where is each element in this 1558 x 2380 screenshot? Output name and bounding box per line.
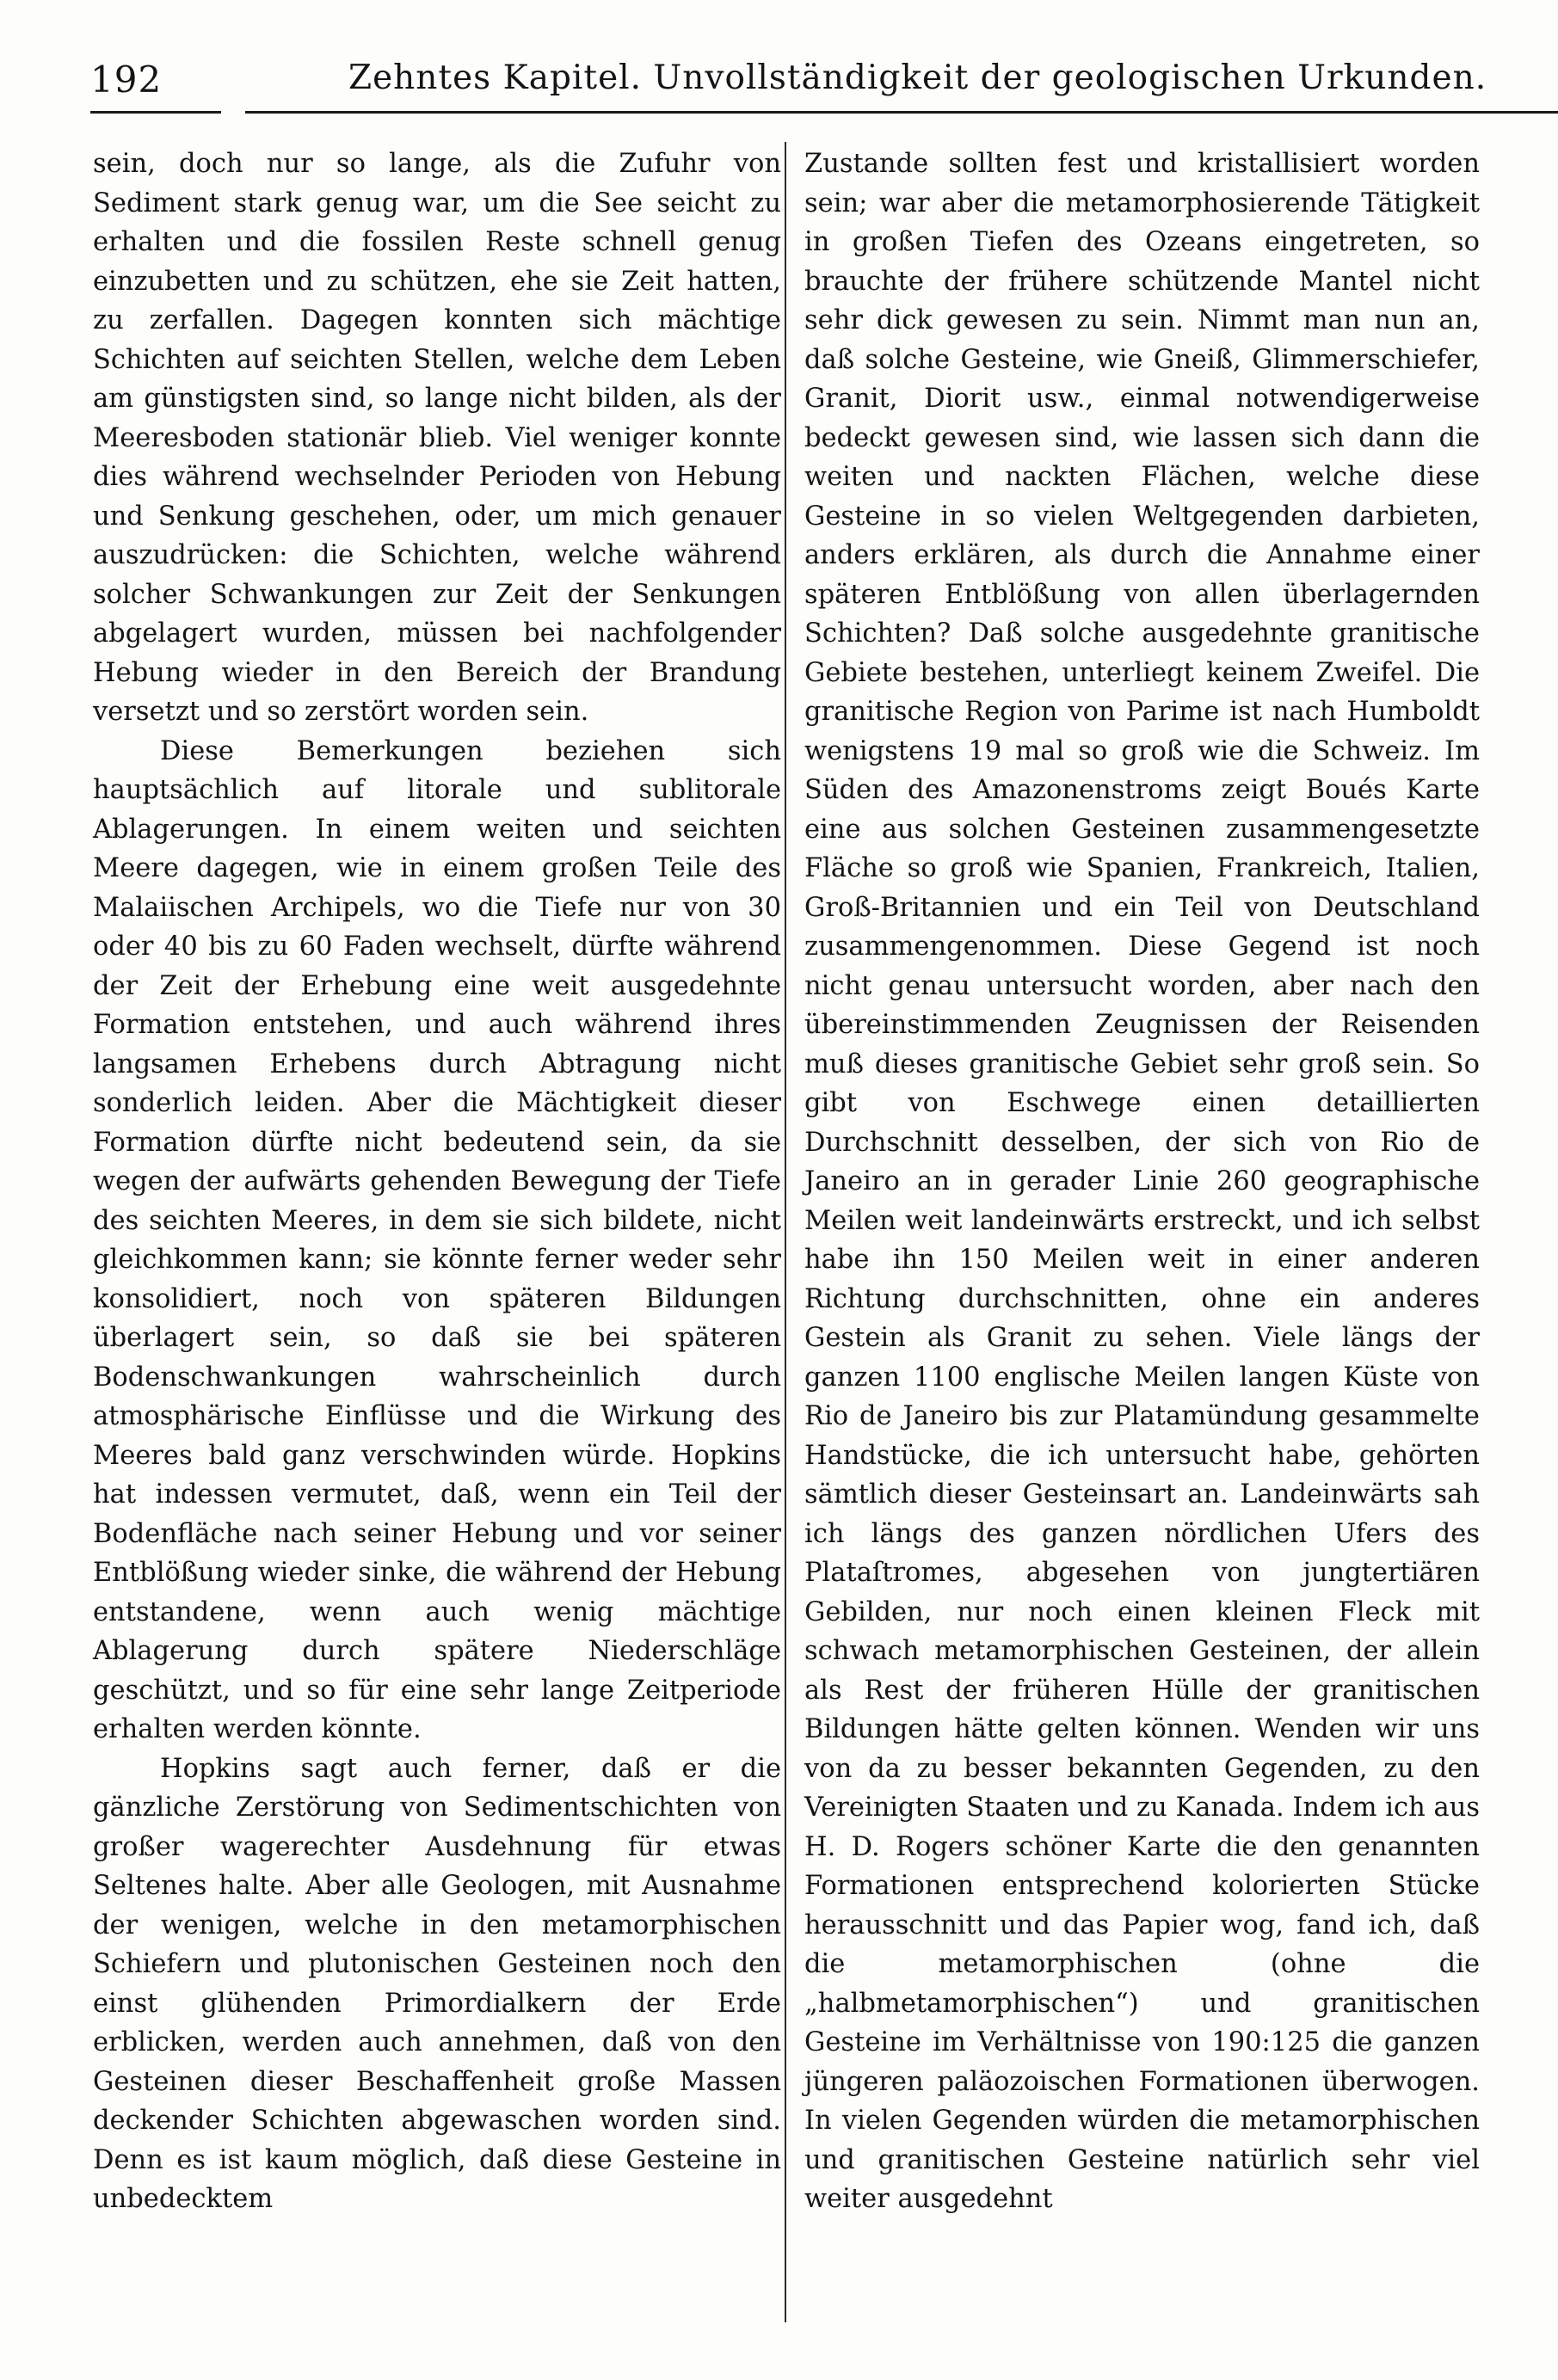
column-divider: [785, 142, 786, 2322]
page-number-rule: [90, 111, 221, 114]
right-column: [804, 145, 1480, 2219]
page-header: [90, 58, 1487, 127]
left-column: [93, 145, 781, 2219]
paragraph: sein, doch nur so lange, als die Zufuhr von Sediment stark genug war, um die See seicht zu erhalten und die fossilen Reste schnell genug einzubetten und zu schützen, ehe sie Zeit hatten, zu zerfallen. Dagegen konnten sich mächtige Schichten auf seichten Stellen, welche dem Leben am günstigsten sind, so lange nicht bilden, als der Meeresboden stationär blieb. Viel weniger konnte dies während wechselnder Perioden von Hebung und Senkung geschehen, oder, um mich genauer auszudrücken: die Schichten, welche während solcher Schwankungen zur Zeit der Senkungen abgelagert wurden, müssen bei nachfolgender Hebung wieder in den Bereich der Brandung versetzt und so zerstört worden sein.: [93, 149, 781, 727]
paragraph: Zustande sollten fest und kristallisiert worden sein; war aber die metamorphosierende Tätigkeit in großen Tiefen des Ozeans eingetreten, so brauchte der frühere schützende Mantel nicht sehr dick gewesen zu sein. Nimmt man nun an, daß solche Gesteine, wie Gneiß, Glimmerschiefer, Granit, Diorit usw., einmal notwendigerweise bedeckt gewesen sind, wie lassen sich dann die weiten und nackten Flächen, welche diese Gesteine in so vielen Weltgegenden darbieten, anders erklären, als durch die Annahme einer späteren Entblößung von allen überlagernden Schichten? Daß solche ausgedehnte granitische Gebiete bestehen, unterliegt keinem Zweifel. Die granitische Region von Parime ist nach Humboldt wenigstens 19 mal so groß wie die Schweiz. Im Süden des Amazonenstroms zeigt Boués Karte eine aus solchen Gesteinen zusammengesetzte Fläche so groß wie Spanien, Frankreich, Italien, Groß-Britannien und ein Teil von Deutschland zusammengenommen. Diese Gegend ist noch nicht genau untersucht worden, aber nach den übereinstimmenden Zeugnissen der Reisenden muß dieses granitische Gebiet sehr groß sein. So gibt von Eschwege einen detaillierten Durchschnitt desselben, der sich von Rio de Janeiro an in gerader Linie 260 geographische Meilen weit landeinwärts erstreckt, und ich selbst habe ihn 150 Meilen weit in einer anderen Richtung durchschnitten, ohne ein anderes Gestein als Granit zu sehen. Viele längs der ganzen 1100 englische Meilen langen Küste von Rio de Janeiro bis zur Platamündung gesammelte Handstücke, die ich untersucht habe, gehörten sämtlich dieser Gesteinsart an. Landeinwärts sah ich längs des ganzen nördlichen Ufers des Plataſtromes, abgesehen von jungtertiären Gebilden, nur noch einen kleinen Fleck mit schwach metamorphischen Gesteinen, der allein als Rest der früheren Hülle der granitischen Bildungen hätte gelten können. Wenden wir uns von da zu besser bekannten Gegenden, zu den Vereinigten Staaten und zu Kanada. Indem ich aus H. D. Rogers schöner Karte die den genannten Formationen entsprechend kolorierten Stücke herausschnitt und das Papier wog, fand ich, daß die metamorphischen (ohne die „halbmetamorphischen“) und granitischen Gesteine im Verhältnisse von 190:125 die ganzen jüngeren paläozoischen Formationen überwogen. In vielen Gegenden würden die metamorphischen und granitischen Gesteine natürlich sehr viel weiter ausgedehnt: [804, 149, 1480, 2214]
header-rule: [245, 111, 1558, 114]
page-number: 192: [90, 58, 163, 101]
paragraph: Diese Bemerkungen beziehen sich hauptsächlich auf litorale und sublitorale Ablagerungen. In einem weiten und seichten Meere dagegen, wie in einem großen Teile des Malaiischen Archipels, wo die Tiefe nur von 30 oder 40 bis zu 60 Faden wechselt, dürfte während der Zeit der Erhebung eine weit ausgedehnte Formation entstehen, und auch während ihres langsamen Erhebens durch Abtragung nicht sonderlich leiden. Aber die Mächtigkeit dieser Formation dürfte nicht bedeutend sein, da sie wegen der aufwärts gehenden Bewegung der Tiefe des seichten Meeres, in dem sie sich bildete, nicht gleichkommen kann; sie könnte ferner weder sehr konsolidiert, noch von späteren Bildungen überlagert sein, so daß sie bei späteren Bodenschwankungen wahrscheinlich durch atmosphärische Einflüsse und die Wirkung des Meeres bald ganz verschwinden würde. Hopkins hat indessen vermutet, daß, wenn ein Teil der Bodenfläche nach seiner Hebung und vor seiner Entblößung wieder sinke, die während der Hebung entstandene, wenn auch wenig mächtige Ablagerung durch spätere Niederschläge geschützt, und so für eine sehr lange Zeitperiode erhalten werden könnte.: [93, 735, 781, 1744]
paragraph: Hopkins sagt auch ferner, daß er die gänzliche Zerstörung von Sedimentschichten von großer wagerechter Ausdehnung für etwas Seltenes halte. Aber alle Geologen, mit Ausnahme der wenigen, welche in den metamorphischen Schiefern und plutonischen Gesteinen noch den einst glühenden Primordialkern der Erde erblicken, werden auch annehmen, daß von den Gesteinen dieser Beschaffenheit große Massen deckender Schichten abgewaschen worden sind. Denn es ist kaum möglich, daß diese Gesteine in unbedecktem: [93, 1753, 781, 2214]
running-head: Zehntes Kapitel. Unvollständigkeit der geologischen Urkunden.: [348, 58, 1487, 97]
